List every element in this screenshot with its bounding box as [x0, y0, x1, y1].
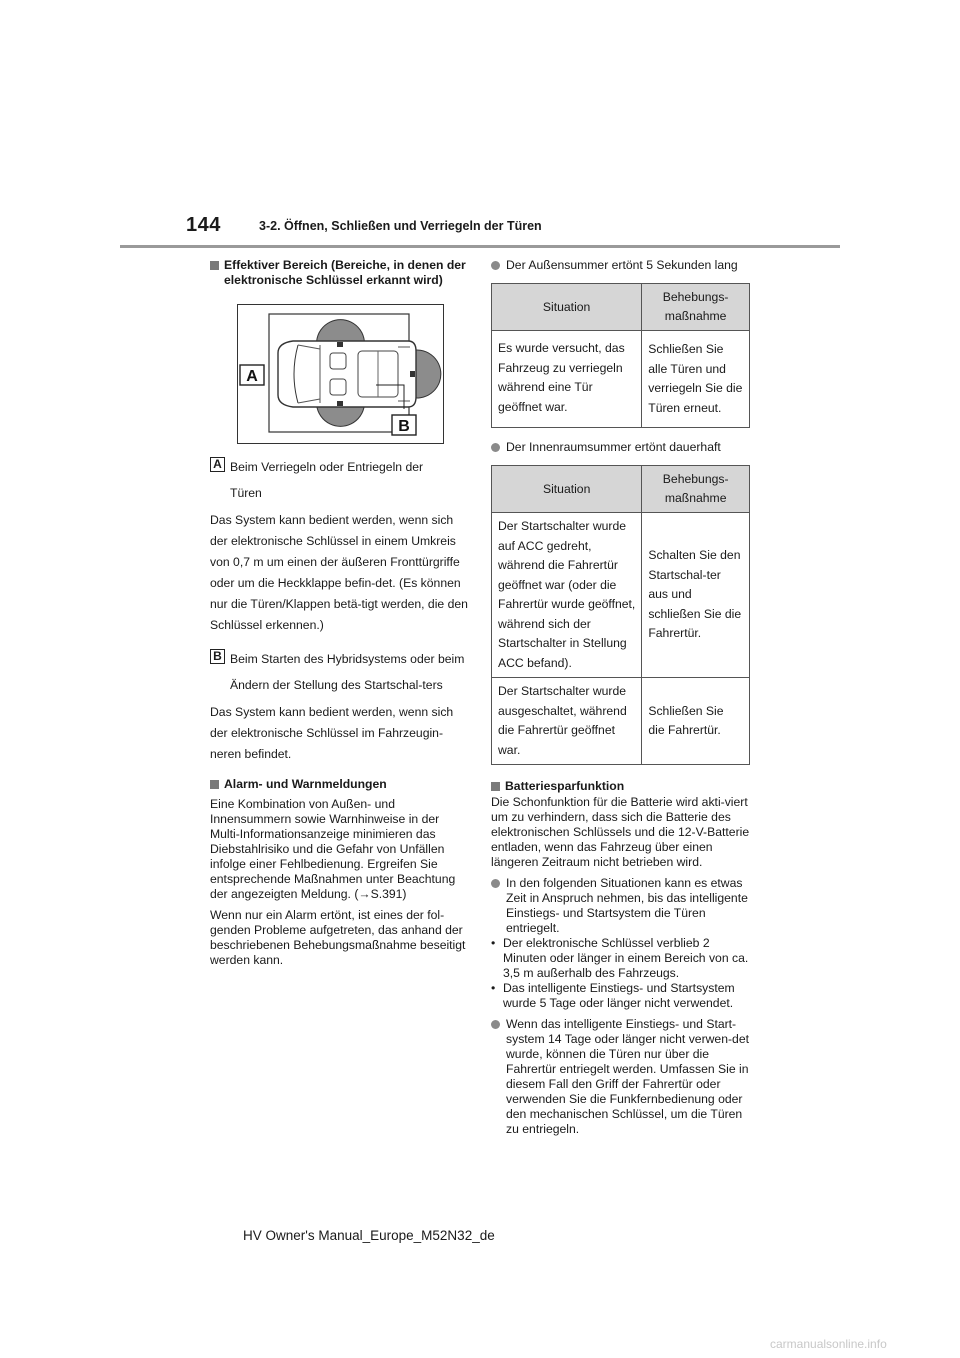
column-header-remedy: Behebungs-maßnahme	[642, 466, 750, 513]
table-row	[492, 678, 750, 765]
antenna-marker	[337, 401, 343, 406]
alarms-body-2: Wenn nur ein Alarm ertönt, ist eines der fol-genden Probleme aufgetreten, das anhand der beschriebenen Behebungsmaßnahme beseitigt werden kann.	[210, 908, 466, 967]
table-row	[492, 513, 750, 678]
inner-buzzer-table	[491, 465, 750, 765]
alarms-body-1: Eine Kombination von Außen- und Innensummern sowie Warnhinweise in der Multi-Informationsanzeige minimieren das Diebstahlrisiko und die Gefahr von Unfällen infolge einer Fehlbedienung. Ergreifen Sie entsprechende Maßnahmen unter Beachtung der angezeigten Meldung. (→S.391)	[210, 797, 456, 901]
circle-bullet-icon	[491, 261, 500, 270]
section-title: 3-2. Öffnen, Schließen und Verriegeln der Türen	[259, 219, 542, 233]
table-header-row	[492, 466, 750, 513]
square-bullet-icon	[210, 261, 219, 270]
effective-range-heading: Effektiver Bereich (Bereiche, in denen der elektronische Schlüssel erkannt wird)	[210, 258, 468, 288]
seat	[330, 353, 346, 369]
watermark: carmanualsonline.info	[770, 1337, 887, 1351]
item-b-label: B Beim Starten des Hybridsystems oder beim Ändern der Stellung des Startschal-ters	[210, 646, 468, 698]
antenna-marker	[410, 371, 415, 377]
table-row	[492, 331, 750, 428]
square-bullet-icon	[491, 782, 500, 791]
circle-bullet-icon	[491, 879, 500, 888]
key-range-diagram	[237, 304, 444, 444]
remedy-cell: Schalten Sie den Startschal-ter aus und schließen Sie die Fahrertür.	[642, 513, 750, 678]
battery-saver-heading: Batteriesparfunktion	[491, 779, 750, 794]
alarms-heading: Alarm- und Warnmeldungen	[210, 777, 468, 792]
outer-buzzer-table	[491, 283, 750, 428]
remedy-cell: Schließen Sie die Fahrertür.	[642, 678, 750, 765]
list-item: • Der elektronische Schlüssel verblieb 2 Minuten oder länger in einem Bereich von ca. 3,5 m außerhalb des Fahrzeugs.	[491, 936, 749, 980]
situation-cell: Der Startschalter wurde auf ACC gedreht, während die Fahrertür geöffnet war (oder die Fahrertür wurde geöffnet, während sich der Startschalter in Stellung ACC befand).	[492, 513, 642, 678]
situation-cell: Es wurde versucht, das Fahrzeug zu verriegeln während eine Tür geöffnet war.	[492, 331, 642, 428]
page-number: 144	[186, 214, 221, 236]
item-a-label: A Beim Verriegeln oder Entriegeln der Türen	[210, 454, 468, 506]
square-bullet-icon	[210, 780, 219, 789]
badge-b: B	[210, 649, 225, 664]
circle-bullet-icon	[491, 1020, 500, 1029]
battery-saver-body: Die Schonfunktion für die Batterie wird akti-viert um zu verhindern, dass sich die Batterie des elektronischen Schlüssels und die 12-V-Batterie entladen, wenn das Fahrzeug über einen längeren Zeitraum nicht betrieben wird.	[491, 795, 750, 869]
footer-manual-id: HV Owner's Manual_Europe_M52N32_de	[243, 1228, 495, 1243]
inner-buzzer-title: Der Innenraumsummer ertönt dauerhaft	[491, 440, 750, 455]
antenna-marker	[337, 342, 343, 347]
column-header-situation: Situation	[492, 284, 642, 331]
battery-note-2: Wenn das intelligente Einstiegs- und Start-system 14 Tage oder länger nicht verwen-det wurde, können die Türen nur über die Fahrertür entriegelt werden. Umfassen Sie in diesem Fall den Griff der Fahrertür oder verwenden Sie die Funkfernbedienung oder den mechanischen Schlüssel, um die Türen zu entriegeln.	[491, 1017, 750, 1137]
label-a-text: A	[246, 368, 258, 385]
column-header-remedy: Behebungs-maßnahme	[642, 284, 750, 331]
header-rule	[120, 245, 840, 248]
battery-note-1: In den folgenden Situationen kann es etwas Zeit in Anspruch nehmen, bis das intelligente Einstiegs- und Startsystem die Türen entriegelt.	[491, 876, 750, 936]
right-column	[491, 258, 750, 1137]
seat	[330, 379, 346, 395]
column-header-situation: Situation	[492, 466, 642, 513]
remedy-cell: Schließen Sie alle Türen und verriegeln Sie die Türen erneut.	[642, 331, 750, 428]
circle-bullet-icon	[491, 443, 500, 452]
item-b-body: Das System kann bedient werden, wenn sich der elektronische Schlüssel im Fahrzeugin-neren befindet.	[210, 705, 454, 761]
table-header-row	[492, 284, 750, 331]
outer-buzzer-title: Der Außensummer ertönt 5 Sekunden lang	[491, 258, 750, 273]
list-item: • Das intelligente Einstiegs- und Startsystem wurde 5 Tage oder länger nicht verwendet.	[491, 981, 735, 1010]
label-b-text: B	[398, 418, 410, 435]
car-top-view-illustration	[238, 305, 443, 443]
item-a-body: Das System kann bedient werden, wenn sich der elektronische Schlüssel in einem Umkreis von 0,7 m um einen der äußeren Fronttürgriffe oder um die Heckklappe befin-det. (Es können nur die Türen/Klappen betä-tigt werden, die den Schlüssel erkennen.)	[210, 513, 468, 632]
badge-a: A	[210, 457, 225, 472]
left-column	[210, 258, 468, 968]
situation-cell: Der Startschalter wurde ausgeschaltet, während die Fahrertür geöffnet war.	[492, 678, 642, 765]
